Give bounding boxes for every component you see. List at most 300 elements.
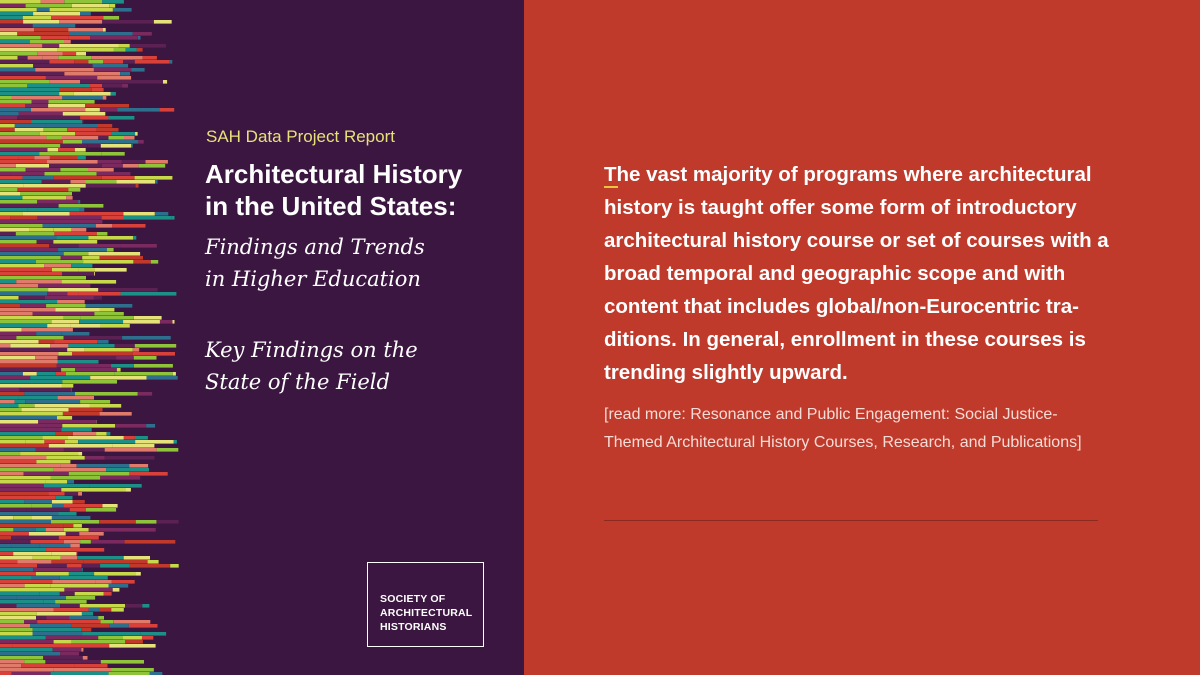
stripe — [19, 112, 63, 116]
stripe — [112, 132, 135, 136]
stripe — [0, 80, 50, 84]
stripe — [78, 492, 82, 496]
stripe — [74, 664, 107, 668]
stripe — [107, 432, 111, 436]
stripe — [10, 216, 37, 220]
stripe — [73, 432, 96, 436]
stripe — [0, 60, 49, 64]
stripe — [0, 412, 63, 416]
stripe — [23, 372, 37, 376]
stripe — [47, 160, 98, 164]
stripe — [12, 96, 63, 100]
stripe — [0, 380, 62, 384]
stripe — [64, 336, 123, 340]
stripe — [38, 284, 90, 288]
stripe — [62, 424, 115, 428]
stripe — [60, 604, 80, 608]
stripe — [90, 36, 138, 40]
stripe — [0, 500, 24, 504]
stripe — [36, 448, 64, 452]
stripe — [124, 212, 155, 216]
stripe — [39, 340, 55, 344]
stripe — [0, 596, 17, 600]
stripe — [60, 652, 79, 656]
stripe — [66, 372, 114, 376]
stripe — [0, 96, 12, 100]
stripe — [0, 416, 57, 420]
stripe — [72, 4, 109, 8]
stripe — [67, 348, 85, 352]
stripe — [22, 328, 73, 332]
stripe — [113, 620, 150, 624]
stripe — [61, 368, 75, 372]
report-title — [205, 158, 515, 222]
stripe — [18, 156, 34, 160]
stripe — [86, 180, 117, 184]
key-findings-line-1: Key Findings on the — [205, 338, 418, 362]
stripe — [71, 228, 86, 232]
stripe — [0, 212, 23, 216]
stripe — [0, 496, 56, 500]
stripe — [0, 260, 36, 264]
stripe — [72, 624, 110, 628]
stripe — [79, 244, 121, 248]
stripe — [75, 392, 138, 396]
stripe — [50, 344, 68, 348]
stripe — [61, 556, 77, 560]
stripe — [64, 40, 71, 44]
stripe — [135, 176, 173, 180]
report-subtitle — [205, 231, 515, 295]
stripe — [51, 520, 99, 524]
stripe — [0, 444, 49, 448]
stripe — [138, 392, 152, 396]
stripe — [59, 92, 74, 96]
stripe — [10, 344, 50, 348]
stripe — [113, 588, 120, 592]
stripe — [0, 428, 61, 432]
stripe — [71, 180, 86, 184]
stripe — [86, 184, 136, 188]
stripe — [123, 164, 139, 168]
stripe — [80, 12, 91, 16]
stripe — [86, 304, 133, 308]
stripe — [51, 476, 100, 480]
stripe — [64, 588, 112, 592]
stripe — [13, 516, 31, 520]
stripe — [0, 480, 45, 484]
stripe — [63, 412, 100, 416]
stripe — [19, 388, 71, 392]
stripe — [75, 368, 117, 372]
stripe — [33, 24, 76, 28]
stripe — [103, 504, 118, 508]
stripe — [112, 580, 135, 584]
stripe — [122, 160, 146, 164]
stripe — [0, 184, 24, 188]
stripe — [24, 184, 86, 188]
stripe — [110, 624, 129, 628]
stripe — [136, 520, 157, 524]
stripe — [19, 296, 45, 300]
stripe — [0, 388, 19, 392]
stripe — [48, 492, 64, 496]
stripe — [77, 340, 98, 344]
stripe — [23, 16, 51, 20]
stripe — [62, 384, 74, 388]
stripe — [102, 164, 123, 168]
stripe — [0, 624, 30, 628]
stripe — [151, 260, 158, 264]
decorative-stripes — [0, 0, 200, 675]
stripe — [58, 356, 116, 360]
stripe — [33, 64, 92, 68]
stripe — [122, 336, 171, 340]
stripe — [0, 216, 10, 220]
stripe — [26, 440, 45, 444]
stripe — [147, 376, 178, 380]
stripe — [64, 0, 102, 4]
stripe — [61, 332, 89, 336]
stripe — [75, 592, 104, 596]
stripe — [0, 368, 61, 372]
stripe — [0, 104, 25, 108]
stripe — [134, 356, 157, 360]
stripe — [137, 48, 143, 52]
stripe — [24, 660, 45, 664]
stripe — [17, 604, 61, 608]
stripe — [79, 452, 83, 456]
logo-line-2: ARCHITECTURAL — [380, 607, 473, 619]
stripe — [0, 20, 23, 24]
stripe — [97, 76, 131, 80]
key-findings-heading — [205, 334, 515, 398]
stripe — [33, 568, 82, 572]
stripe — [94, 572, 136, 576]
stripe — [0, 324, 47, 328]
stripe — [48, 148, 59, 152]
stripe — [142, 604, 149, 608]
stripe — [0, 580, 53, 584]
stripe — [55, 220, 103, 224]
stripe — [68, 28, 103, 32]
stripe — [58, 352, 72, 356]
stripe — [0, 336, 16, 340]
stripe — [0, 248, 58, 252]
stripe — [0, 348, 56, 352]
stripe — [61, 488, 125, 492]
stripe — [83, 656, 88, 660]
stripe — [64, 644, 109, 648]
stripe — [111, 608, 124, 612]
stripe — [0, 456, 47, 460]
logo-line-3: HISTORIANS — [380, 621, 447, 633]
stripe — [81, 648, 83, 652]
stripe — [82, 568, 83, 572]
stripe — [133, 348, 139, 352]
stripe — [0, 632, 33, 636]
stripe — [0, 44, 42, 48]
stripe — [0, 136, 46, 140]
stripe — [0, 504, 31, 508]
stripe — [46, 528, 64, 532]
stripe — [102, 0, 124, 4]
stripe — [58, 148, 75, 152]
stripe — [0, 40, 30, 44]
stripe — [0, 56, 18, 60]
stripe — [142, 636, 153, 640]
stripe — [79, 292, 121, 296]
stripe — [29, 532, 66, 536]
stripe — [80, 316, 133, 320]
stripe — [20, 192, 72, 196]
stripe — [0, 400, 15, 404]
stripe — [39, 544, 70, 548]
stripe — [82, 564, 100, 568]
stripe — [0, 384, 62, 388]
stripe — [56, 348, 67, 352]
stripe — [135, 132, 138, 136]
stripe — [0, 64, 33, 68]
stripe — [82, 256, 99, 260]
stripe — [0, 204, 59, 208]
stripe — [120, 72, 130, 76]
stripe — [0, 608, 54, 612]
stripe — [49, 244, 78, 248]
stripe — [0, 100, 32, 104]
read-more-link[interactable]: [read more: Resonance and Public Engagement: Social Justice-Themed Architectural History Courses, Research, and Publications] — [604, 406, 1082, 451]
stripe — [64, 72, 120, 76]
stripe — [57, 300, 85, 304]
stripe — [0, 244, 49, 248]
stripe — [46, 616, 69, 620]
stripe — [61, 428, 91, 432]
stripe — [59, 44, 118, 48]
stripe — [0, 268, 52, 272]
stripe — [136, 184, 139, 188]
stripe — [46, 424, 62, 428]
stripe — [26, 168, 61, 172]
stripe — [0, 636, 46, 640]
stripe — [0, 16, 23, 20]
stripe — [78, 268, 95, 272]
stripe — [125, 640, 143, 644]
stripe — [123, 216, 172, 220]
stripe — [54, 608, 89, 612]
stripe — [48, 104, 85, 108]
stripe — [47, 456, 85, 460]
stripe — [66, 596, 95, 600]
stripe — [143, 56, 157, 60]
stripe — [0, 392, 24, 396]
stripe — [70, 212, 124, 216]
stripe — [11, 172, 45, 176]
stripe — [0, 508, 26, 512]
stripe — [123, 60, 135, 64]
stripe — [123, 636, 142, 640]
stripe — [26, 4, 72, 8]
stripe — [0, 36, 41, 40]
stripe — [172, 216, 175, 220]
stripe — [43, 224, 96, 228]
stripe — [0, 568, 33, 572]
stripe — [129, 464, 148, 468]
stripe — [0, 92, 59, 96]
stripe — [0, 52, 37, 56]
stripe — [0, 644, 12, 648]
stripe — [0, 12, 33, 16]
stripe — [37, 8, 50, 12]
stripe — [33, 556, 61, 560]
stripe — [94, 272, 95, 276]
stripe — [129, 624, 158, 628]
stripe — [0, 460, 36, 464]
stripe — [46, 136, 61, 140]
stripe — [0, 0, 41, 4]
stripe — [169, 60, 172, 64]
stripe — [0, 292, 47, 296]
stripe — [155, 212, 168, 216]
stripe — [0, 24, 33, 28]
stripe — [0, 156, 18, 160]
stripe — [150, 528, 156, 532]
stripe — [36, 332, 61, 336]
stripe — [72, 352, 133, 356]
stripe — [0, 300, 57, 304]
finding-text: The vast majority of programs where architectural history is taught offer some form of introductory architectural history course or set of courses with a broad temporal and geographic scope and with content that includes global/non-Eurocentric traditions. In general, enrollment in these courses is trending slightly upward. — [604, 163, 1109, 384]
stripe — [0, 552, 13, 556]
stripe — [0, 188, 17, 192]
stripe — [134, 364, 173, 368]
stripe — [0, 196, 23, 200]
stripe — [0, 276, 64, 280]
stripe — [45, 296, 94, 300]
stripe — [86, 508, 116, 512]
stripe — [0, 328, 22, 332]
stripe — [54, 468, 107, 472]
stripe — [131, 68, 144, 72]
stripe — [125, 488, 131, 492]
stripe — [42, 180, 71, 184]
stripe — [30, 40, 64, 44]
stripe — [38, 420, 96, 424]
stripe — [17, 116, 80, 120]
stripe — [156, 520, 178, 524]
stripe — [135, 436, 148, 440]
stripe — [73, 524, 82, 528]
stripe — [0, 516, 13, 520]
stripe — [104, 16, 120, 20]
stripe — [0, 372, 23, 376]
stripe — [0, 420, 38, 424]
stripe — [71, 544, 80, 548]
stripe — [39, 592, 60, 596]
stripe — [57, 416, 72, 420]
stripe — [50, 8, 113, 12]
stripe — [148, 560, 159, 564]
stripe — [13, 552, 51, 556]
stripe — [65, 492, 79, 496]
stripe — [41, 0, 64, 4]
stripe — [67, 436, 123, 440]
stripe — [44, 128, 67, 132]
stripe — [0, 640, 54, 644]
stripe — [18, 396, 58, 400]
stripe — [43, 600, 55, 604]
stripe — [59, 20, 102, 24]
stripe — [140, 632, 166, 636]
stripe — [170, 564, 179, 568]
stripe — [0, 116, 17, 120]
stripe — [90, 84, 102, 88]
stripe — [0, 340, 39, 344]
stripe — [37, 620, 100, 624]
stripe — [85, 348, 133, 352]
stripe — [80, 604, 125, 608]
stripe — [115, 424, 146, 428]
stripe — [70, 508, 86, 512]
stripe — [124, 136, 135, 140]
stripe — [114, 372, 173, 376]
stripe — [89, 608, 100, 612]
stripe — [36, 528, 46, 532]
stripe — [31, 504, 52, 508]
stripe — [67, 292, 78, 296]
stripe — [101, 324, 130, 328]
stripe — [37, 372, 55, 376]
stripe — [46, 124, 98, 128]
stripe — [66, 196, 73, 200]
stripe — [82, 612, 93, 616]
stripe — [171, 20, 172, 24]
stripe — [77, 556, 124, 560]
stripe — [96, 224, 112, 228]
stripe — [57, 364, 111, 368]
stripe — [0, 140, 63, 144]
stripe — [100, 476, 140, 480]
stripe — [0, 84, 27, 88]
stripe — [36, 232, 55, 236]
stripe — [129, 472, 167, 476]
stripe — [85, 456, 105, 460]
stripe — [88, 60, 103, 64]
stripe — [36, 260, 83, 264]
stripe — [116, 356, 134, 360]
stripe — [109, 584, 129, 588]
stripe — [23, 176, 54, 180]
stripe — [109, 116, 135, 120]
stripe — [0, 168, 26, 172]
stripe — [109, 4, 115, 8]
stripe — [69, 472, 130, 476]
stripe — [77, 464, 130, 468]
stripe — [64, 316, 81, 320]
stripe — [80, 80, 145, 84]
stripe — [100, 108, 117, 112]
stripe — [135, 60, 169, 64]
stripe — [58, 396, 94, 400]
stripe — [0, 376, 30, 380]
stripe — [0, 520, 51, 524]
stripe — [49, 100, 95, 104]
stripe — [60, 592, 75, 596]
stripe — [0, 364, 57, 368]
stripe — [54, 640, 72, 644]
stripe — [95, 580, 111, 584]
stripe — [88, 252, 140, 256]
stripe — [154, 20, 172, 24]
stripe — [79, 532, 103, 536]
